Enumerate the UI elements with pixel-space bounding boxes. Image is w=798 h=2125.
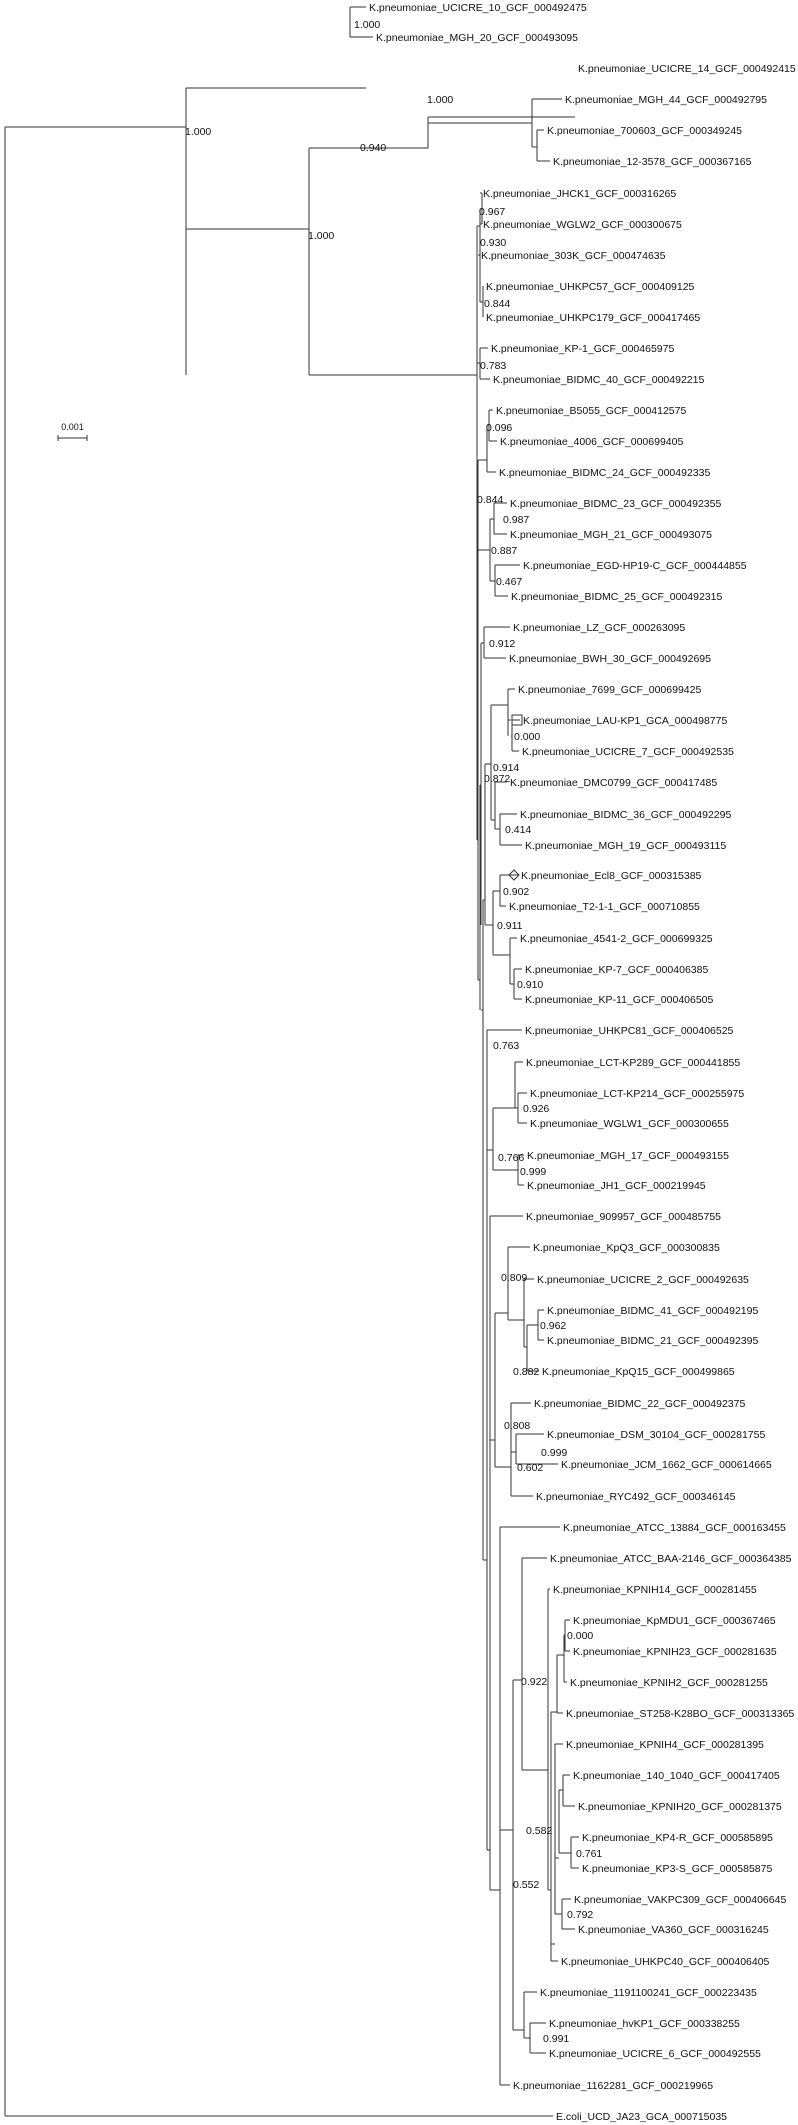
leaf-label: K.pneumoniae_UCICRE_6_GCF_000492555 [549,2048,761,2060]
support-value: 0.763 [493,1040,520,1052]
leaf-label: K.pneumoniae_UCICRE_14_GCF_000492415 [578,63,796,75]
leaf-label: K.pneumoniae_KP-7_GCF_000406385 [525,964,709,976]
leaf-label: K.pneumoniae_KP3-S_GCF_000585875 [582,1863,773,1875]
support-value: 0.882 [513,1366,540,1378]
leaf-label: K.pneumoniae_ST258-K28BO_GCF_000313365 [566,1708,795,1720]
leaf-label: K.pneumoniae_UCICRE_2_GCF_000492635 [537,1274,749,1286]
support-value: 0.096 [486,422,513,434]
support-value: 0.872 [484,773,511,785]
support-value: 0.809 [501,1272,528,1284]
leaf-label: K.pneumoniae_1191100241_GCF_000223435 [540,1987,757,1999]
support-value: 0.808 [504,1420,531,1432]
support-value: 0.902 [503,886,530,898]
support-value: 0.761 [576,1848,603,1860]
support-value: 0.912 [489,638,516,650]
leaf-label: K.pneumoniae_LAU-KP1_GCA_000498775 [523,715,728,727]
leaf-label: K.pneumoniae_RYC492_GCF_000346145 [536,1491,736,1503]
leaf-label: K.pneumoniae_LCT-KP214_GCF_000255975 [530,1088,745,1100]
leaf-label: K.pneumoniae_KpQ3_GCF_000300835 [533,1242,720,1254]
support-value: 0.910 [517,979,544,991]
leaf-label: K.pneumoniae_12-3578_GCF_000367165 [553,156,752,168]
leaf-label: K.pneumoniae_Ecl8_GCF_000315385 [521,870,702,882]
leaf-label: K.pneumoniae_DMC0799_GCF_000417485 [510,777,718,789]
support-value: 0.930 [480,237,507,249]
leaf-label: K.pneumoniae_MGH_17_GCF_000493155 [527,1150,729,1162]
leaf-label: K.pneumoniae_BIDMC_22_GCF_000492375 [534,1398,746,1410]
leaf-label: E.coli_UCD_JA23_GCA_000715035 [556,2111,728,2123]
support-value: 1.000 [427,94,454,106]
leaf-label: K.pneumoniae_KpQ15_GCF_000499865 [542,1366,735,1378]
leaf-label: K.pneumoniae_hvKP1_GCF_000338255 [549,2018,740,2030]
leaf-label: K.pneumoniae_UCICRE_7_GCF_000492535 [522,746,734,758]
leaf-label: K.pneumoniae_BIDMC_36_GCF_000492295 [520,809,732,821]
leaf-label: K.pneumoniae_KP-1_GCF_000465975 [491,343,675,355]
support-value: 0.582 [526,1825,553,1837]
support-value: 0.414 [505,824,532,836]
leaf-label: K.pneumoniae_UCICRE_10_GCF_000492475 [369,2,587,14]
scale-bar-label: 0.001 [61,422,84,432]
leaf-label: K.pneumoniae_4541-2_GCF_000699325 [520,933,713,945]
support-value: 0.552 [513,1879,540,1891]
leaf-label: K.pneumoniae_VAKPC309_GCF_000406645 [574,1894,787,1906]
leaf-label: K.pneumoniae_JHCK1_GCF_000316265 [483,188,677,200]
support-value: 0.926 [523,1103,550,1115]
leaf-label: K.pneumoniae_VA360_GCF_000316245 [578,1924,769,1936]
leaf-label: K.pneumoniae_KPNIH20_GCF_000281375 [578,1801,782,1813]
support-value: 0.991 [543,2033,570,2045]
leaf-label: K.pneumoniae_KpMDU1_GCF_000367465 [573,1615,776,1627]
leaf-label: K.pneumoniae_WGLW2_GCF_000300675 [483,219,682,231]
leaf-label: K.pneumoniae_MGH_20_GCF_000493095 [376,32,578,44]
leaf-label: K.pneumoniae_UHKPC179_GCF_000417465 [486,312,701,324]
leaf-label: K.pneumoniae_LCT-KP289_GCF_000441855 [526,1057,741,1069]
leaf-label: K.pneumoniae_ATCC_BAA-2146_GCF_000364385 [550,1553,792,1565]
leaf-label: K.pneumoniae_MGH_21_GCF_000493075 [510,529,712,541]
support-value: 0.844 [477,494,504,506]
leaf-label: K.pneumoniae_WGLW1_GCF_000300655 [530,1118,729,1130]
support-value: 0.999 [541,1447,568,1459]
support-value: 0.844 [484,298,511,310]
support-value: 0.967 [479,206,506,218]
leaf-label: K.pneumoniae_LZ_GCF_000263095 [513,622,686,634]
leaf-label: K.pneumoniae_700603_GCF_000349245 [547,125,742,137]
leaf-label: K.pneumoniae_4006_GCF_000699405 [500,436,684,448]
leaf-label: K.pneumoniae_EGD-HP19-C_GCF_000444855 [523,560,747,572]
support-value: 0.914 [493,762,520,774]
support-value: 0.987 [503,514,530,526]
leaf-label: K.pneumoniae_909957_GCF_000485755 [526,1211,721,1223]
leaf-label: K.pneumoniae_JH1_GCF_000219945 [527,1180,706,1192]
support-value: 0.602 [517,1462,544,1474]
support-value: 0.792 [567,1909,594,1921]
leaf-labels [369,2,796,2123]
support-value: 0.999 [520,1166,547,1178]
leaf-label: K.pneumoniae_MGH_44_GCF_000492795 [565,94,767,106]
leaf-label: K.pneumoniae_UHKPC40_GCF_000406405 [561,1956,770,1968]
leaf-label: K.pneumoniae_UHKPC81_GCF_000406525 [525,1025,734,1037]
support-value: 0.940 [360,142,387,154]
leaf-label: K.pneumoniae_JCM_1662_GCF_000614665 [561,1459,772,1471]
leaf-label: K.pneumoniae_KPNIH4_GCF_000281395 [566,1739,764,1751]
support-value: 1.000 [308,230,335,242]
support-value: 1.000 [354,19,381,31]
leaf-label: K.pneumoniae_140_1040_GCF_000417405 [573,1770,780,1782]
leaf-label: K.pneumoniae_303K_GCF_000474635 [481,250,666,262]
leaf-label: K.pneumoniae_T2-1-1_GCF_000710855 [509,901,700,913]
leaf-label: K.pneumoniae_BIDMC_23_GCF_000492355 [510,498,722,510]
leaf-label: K.pneumoniae_KPNIH14_GCF_000281455 [553,1584,757,1596]
support-value: 1.000 [185,126,212,138]
support-value: 0.922 [521,1676,548,1688]
leaf-label: K.pneumoniae_BIDMC_41_GCF_000492195 [547,1305,759,1317]
leaf-label: K.pneumoniae_B5055_GCF_000412575 [496,405,687,417]
leaf-label: K.pneumoniae_BWH_30_GCF_000492695 [509,653,711,665]
scale-bar [58,422,87,441]
support-value: 0.887 [491,545,518,557]
support-value: 0.467 [496,576,523,588]
leaf-label: K.pneumoniae_KPNIH23_GCF_000281635 [573,1646,777,1658]
leaf-label: K.pneumoniae_MGH_19_GCF_000493115 [525,840,727,852]
leaf-label: K.pneumoniae_ATCC_13884_GCF_000163455 [563,1522,786,1534]
leaf-label: K.pneumoniae_BIDMC_25_GCF_000492315 [511,591,723,603]
leaf-label: K.pneumoniae_BIDMC_21_GCF_000492395 [547,1335,759,1347]
leaf-label: K.pneumoniae_KP4-R_GCF_000585895 [582,1832,773,1844]
leaf-label: K.pneumoniae_DSM_30104_GCF_000281755 [547,1429,766,1441]
support-value: 0.911 [497,920,523,932]
leaf-label: K.pneumoniae_BIDMC_24_GCF_000492335 [499,467,711,479]
support-value: 0.962 [540,1320,567,1332]
support-value: 0.000 [567,1630,594,1642]
leaf-label: K.pneumoniae_KPNIH2_GCF_000281255 [570,1677,768,1689]
leaf-label: K.pneumoniae_KP-11_GCF_000406505 [525,994,714,1006]
support-value: 0.783 [480,360,507,372]
support-value: 0.766 [498,1152,525,1164]
leaf-label: K.pneumoniae_UHKPC57_GCF_000409125 [486,281,695,293]
leaf-label: K.pneumoniae_1162281_GCF_000219965 [513,2080,714,2092]
leaf-label: K.pneumoniae_BIDMC_40_GCF_000492215 [493,374,705,386]
leaf-label: K.pneumoniae_7699_GCF_000699425 [518,684,702,696]
support-value: 0.000 [514,731,541,743]
